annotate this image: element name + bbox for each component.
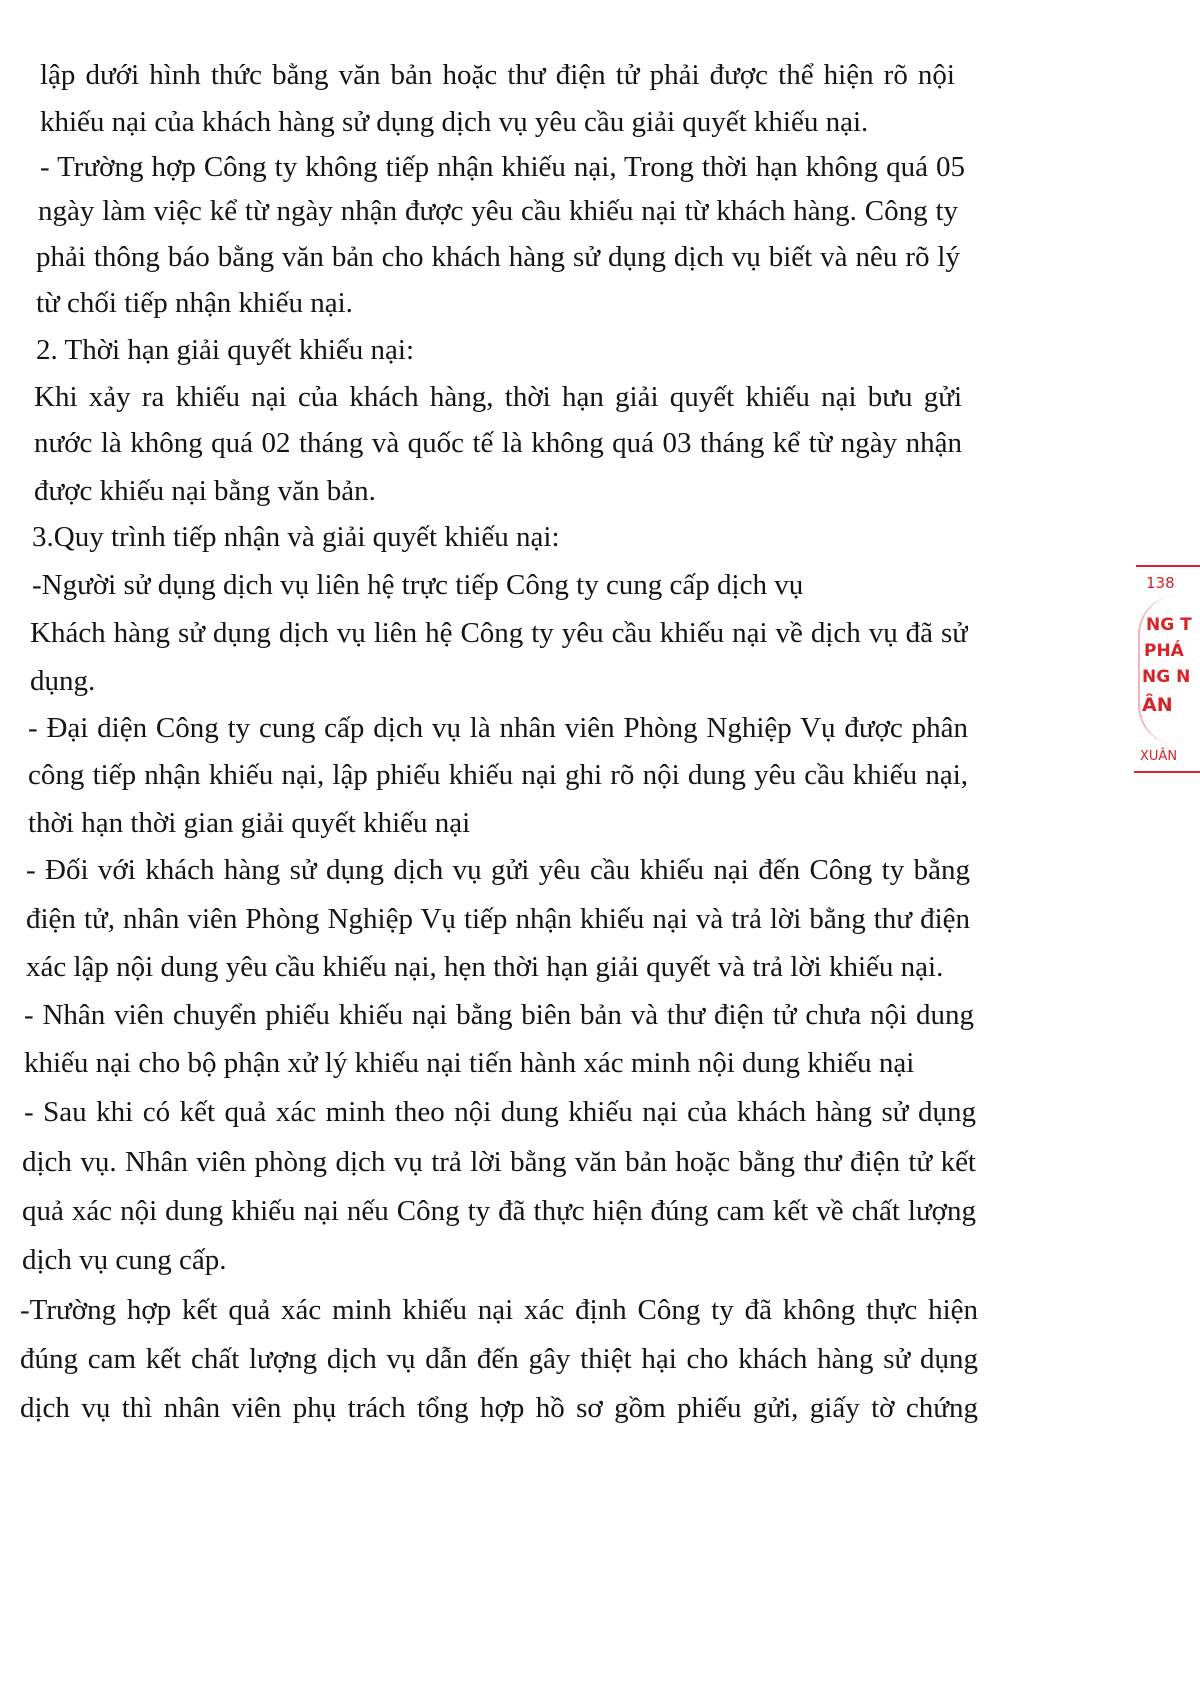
text-line: khiếu nại của khách hàng sử dụng dịch vụ yêu cầu giải quyết khiếu nại.: [40, 106, 869, 138]
text-line: phải thông báo bằng văn bản cho khách hàng sử dụng dịch vụ biết và nêu rõ lý: [36, 241, 960, 273]
seal-text: PHÁ: [1144, 641, 1184, 661]
section-heading: 3.Quy trình tiếp nhận và giải quyết khiếu nại:: [32, 521, 560, 553]
company-seal-stamp: [1128, 555, 1200, 785]
text-line: dịch vụ cung cấp.: [22, 1244, 227, 1276]
seal-text: NG T: [1146, 615, 1192, 635]
text-line: công tiếp nhận khiếu nại, lập phiếu khiếu nại ghi rõ nội dung yêu cầu khiếu nại,: [28, 759, 968, 791]
text-line: điện tử, nhân viên Phòng Nghiệp Vụ tiếp nhận khiếu nại và trả lời bằng thư điện: [26, 903, 970, 935]
seal-bottom-rule: [1134, 771, 1200, 773]
text-line: -Người sử dụng dịch vụ liên hệ trực tiếp Công ty cung cấp dịch vụ: [32, 569, 804, 601]
text-line: quả xác nội dung khiếu nại nếu Công ty đã thực hiện đúng cam kết về chất lượng: [22, 1195, 976, 1227]
text-line: - Đại diện Công ty cung cấp dịch vụ là nhân viên Phòng Nghiệp Vụ được phân: [28, 712, 968, 744]
text-line: - Đối với khách hàng sử dụng dịch vụ gửi yêu cầu khiếu nại đến Công ty bằng: [26, 854, 970, 886]
text-line: dụng.: [30, 665, 96, 697]
text-line: Khách hàng sử dụng dịch vụ liên hệ Công ty yêu cầu khiếu nại về dịch vụ đã sử: [30, 617, 968, 649]
text-line: từ chối tiếp nhận khiếu nại.: [36, 287, 353, 319]
seal-text: ÂN: [1142, 694, 1173, 716]
text-line: dịch vụ. Nhân viên phòng dịch vụ trả lời bằng văn bản hoặc bằng thư điện tử kết: [22, 1146, 976, 1178]
seal-text: XUÂN: [1140, 749, 1178, 764]
text-line: ngày làm việc kể từ ngày nhận được yêu cầu khiếu nại từ khách hàng. Công ty: [38, 195, 958, 227]
text-line: dịch vụ thì nhân viên phụ trách tổng hợp hồ sơ gồm phiếu gửi, giấy tờ chứng: [20, 1392, 978, 1424]
text-line: - Sau khi có kết quả xác minh theo nội dung khiếu nại của khách hàng sử dụng: [24, 1096, 976, 1128]
seal-top-rule: [1136, 565, 1200, 567]
text-line: xác lập nội dung yêu cầu khiếu nại, hẹn thời hạn giải quyết và trả lời khiếu nại.: [26, 951, 944, 983]
seal-text: NG N: [1142, 667, 1191, 687]
text-line: Khi xảy ra khiếu nại của khách hàng, thời hạn giải quyết khiếu nại bưu gửi: [34, 381, 962, 413]
text-line: - Nhân viên chuyển phiếu khiếu nại bằng biên bản và thư điện tử chưa nội dung: [24, 999, 974, 1031]
text-line: thời hạn thời gian giải quyết khiếu nại: [28, 807, 471, 839]
text-line: khiếu nại cho bộ phận xử lý khiếu nại tiến hành xác minh nội dung khiếu nại: [24, 1047, 915, 1079]
section-heading: 2. Thời hạn giải quyết khiếu nại:: [36, 334, 415, 366]
text-line: nước là không quá 02 tháng và quốc tế là không quá 03 tháng kể từ ngày nhận: [34, 427, 962, 459]
text-line: đúng cam kết chất lượng dịch vụ dẫn đến gây thiệt hại cho khách hàng sử dụng: [20, 1343, 978, 1375]
seal-number: 138: [1146, 574, 1175, 592]
text-line: lập dưới hình thức bằng văn bản hoặc thư điện tử phải được thể hiện rõ nội: [40, 59, 955, 91]
text-line: - Trường hợp Công ty không tiếp nhận khiếu nại, Trong thời hạn không quá 05: [40, 151, 965, 183]
text-line: -Trường hợp kết quả xác minh khiếu nại xác định Công ty đã không thực hiện: [20, 1294, 978, 1326]
text-line: được khiếu nại bằng văn bản.: [34, 475, 376, 507]
